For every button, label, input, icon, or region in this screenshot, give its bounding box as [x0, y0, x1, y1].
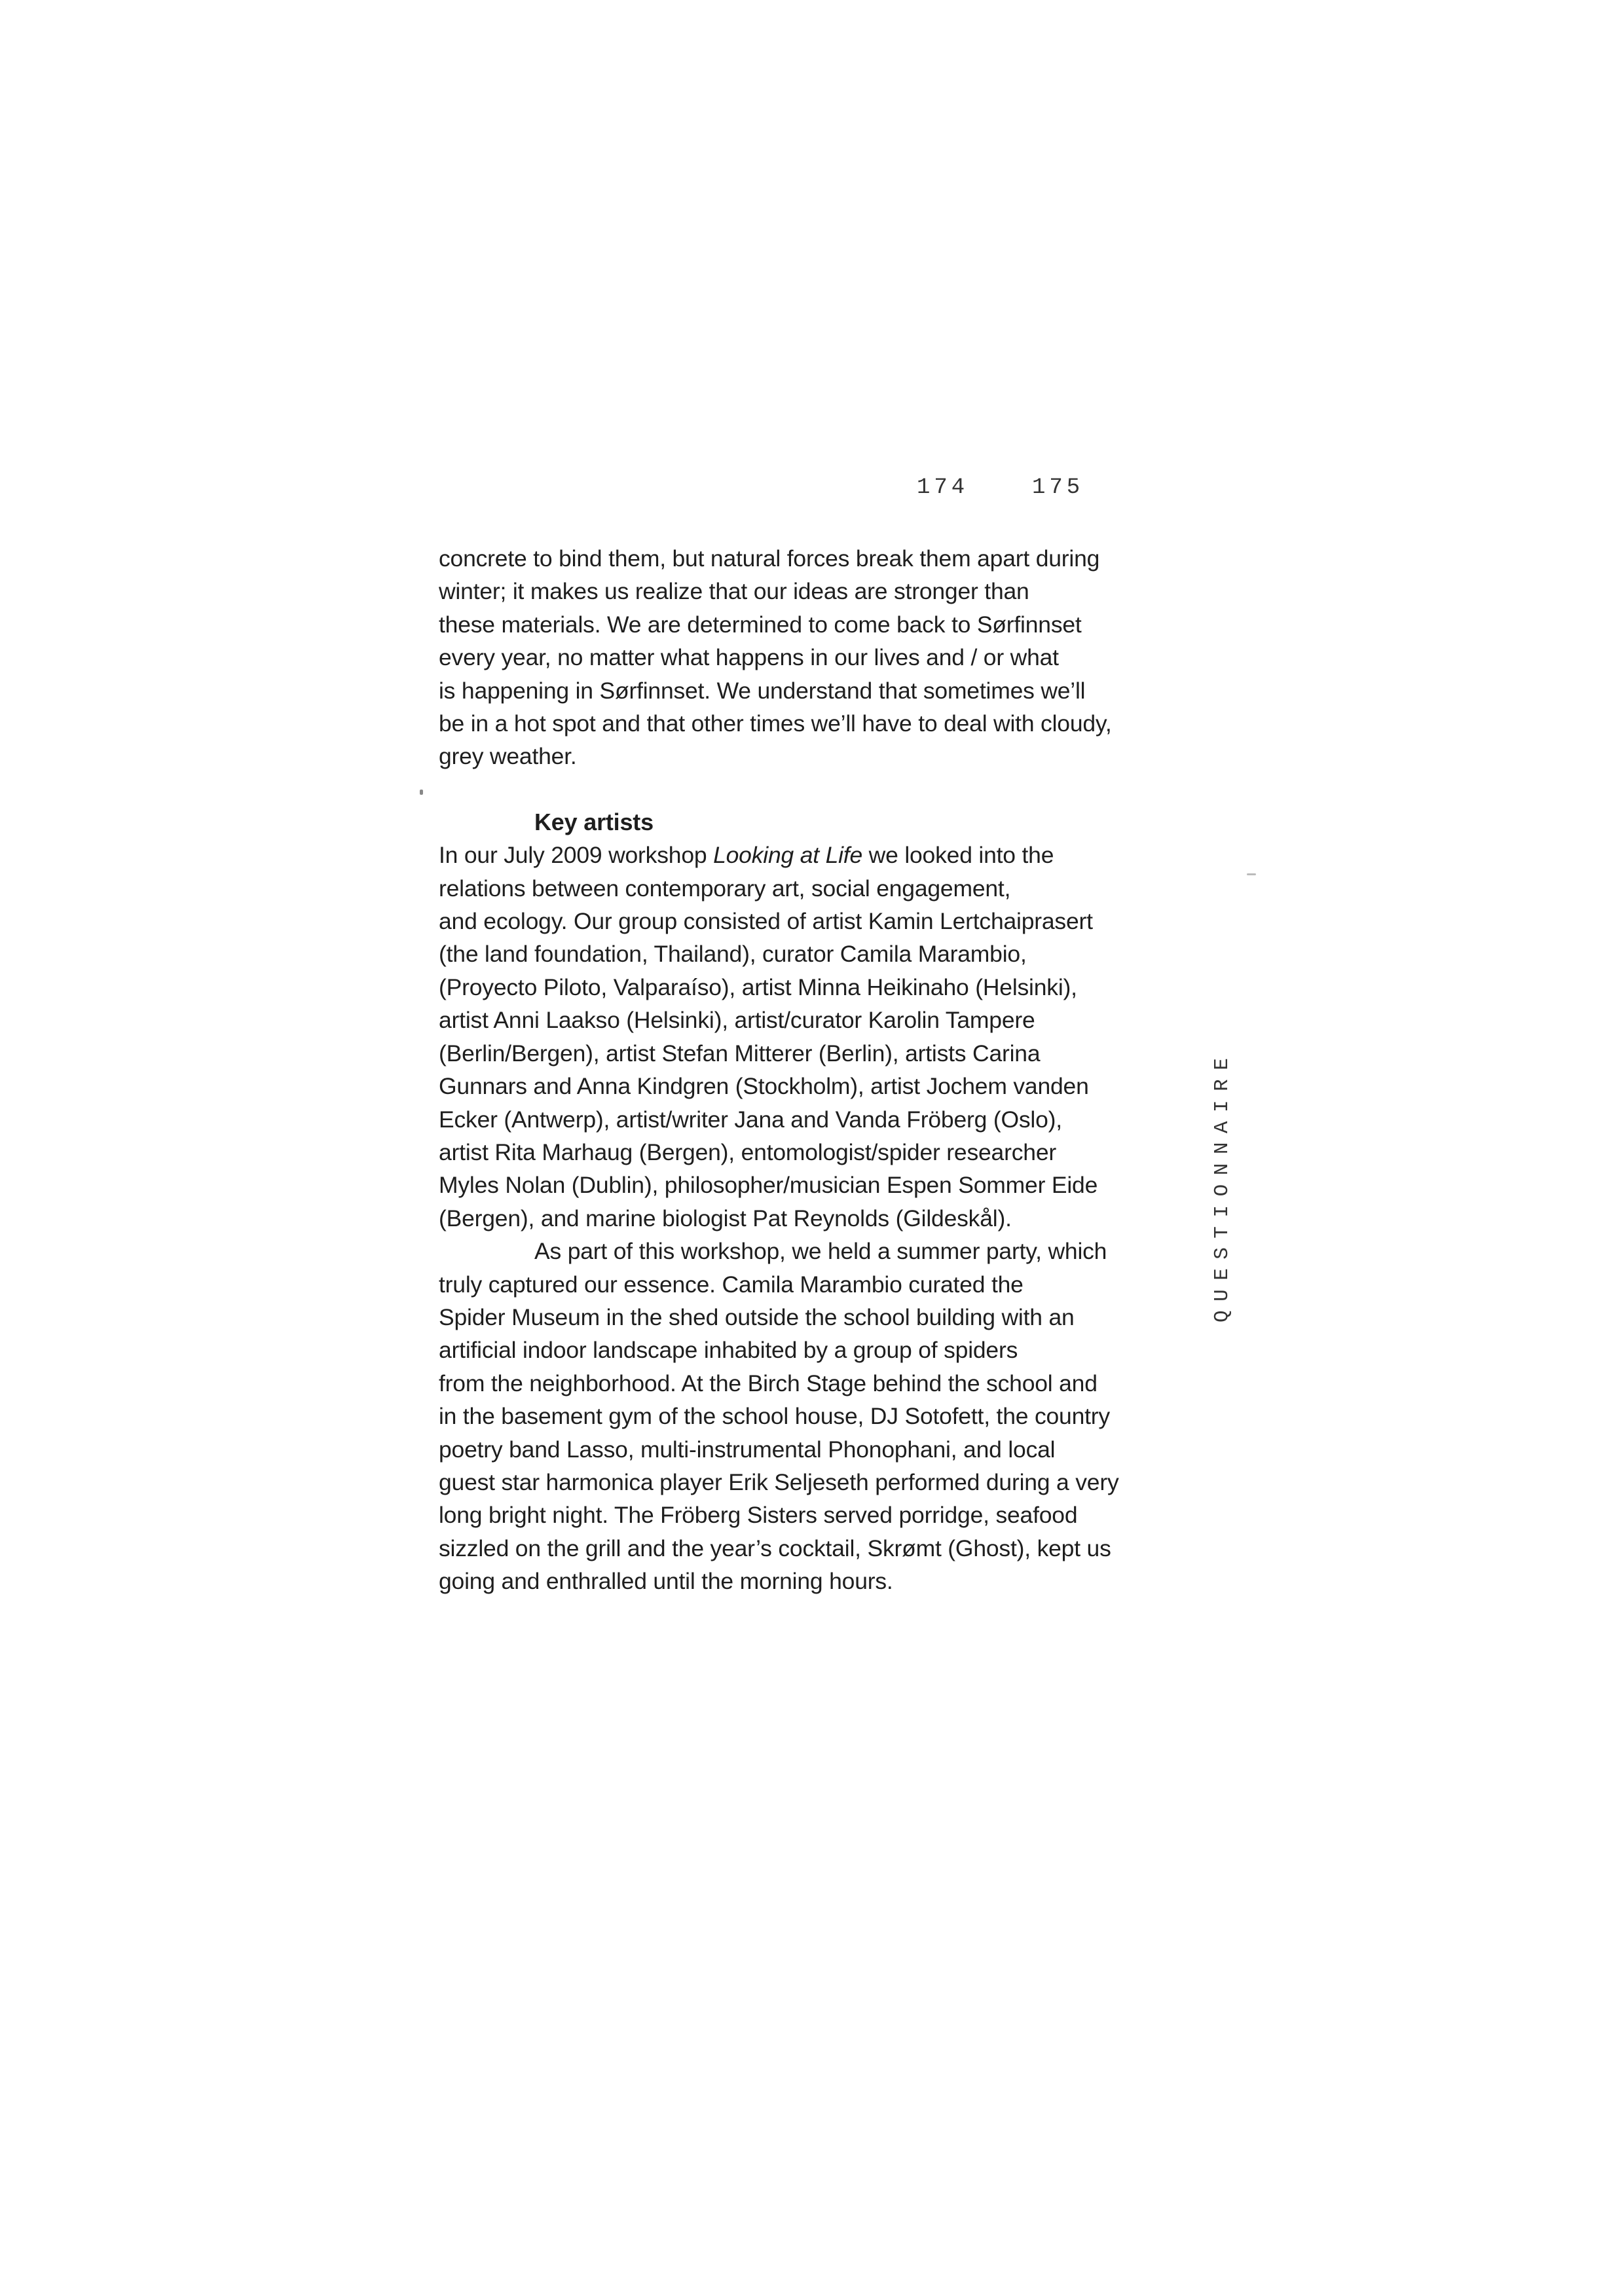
- text-line: (Berlin/Bergen), artist Stefan Mitterer (Berlin), artists Carina: [439, 1040, 1041, 1066]
- section-heading: Key artists: [534, 808, 654, 835]
- scan-speck: [1247, 873, 1256, 875]
- text-line: from the neighborhood. At the Birch Stage behind the school and: [439, 1370, 1098, 1396]
- text-line: concrete to bind them, but natural forces break them apart during: [439, 545, 1100, 572]
- text-line: guest star harmonica player Erik Seljeseth performed during a very: [439, 1468, 1119, 1495]
- page-numbers: [917, 475, 1126, 508]
- text-line: grey weather.: [439, 743, 577, 770]
- text-line: sizzled on the grill and the year’s cocktail, Skrømt (Ghost), kept us: [439, 1535, 1111, 1561]
- page-number-right: 175: [1032, 475, 1084, 500]
- text-line: Spider Museum in the shed outside the school building with an: [439, 1303, 1075, 1330]
- text-line: As part of this workshop, we held a summer party, which: [534, 1238, 1107, 1265]
- side-label-text: QUESTIONNAIRE: [1211, 1049, 1234, 1322]
- text-line: artificial indoor landscape inhabited by a group of spiders: [439, 1337, 1018, 1364]
- page-number-left: 174: [917, 475, 969, 500]
- text-line: (Proyecto Piloto, Valparaíso), artist Minna Heikinaho (Helsinki),: [439, 974, 1077, 1000]
- text-line: going and enthralled until the morning hours.: [439, 1568, 893, 1595]
- text-line: and ecology. Our group consisted of artist Kamin Lertchaiprasert: [439, 908, 1093, 935]
- text-line: these materials. We are determined to come back to Sørfinnset: [439, 611, 1082, 638]
- text-line: be in a hot spot and that other times we’ll have to deal with cloudy,: [439, 710, 1112, 737]
- text-line: [439, 839, 1192, 871]
- text-line: poetry band Lasso, multi-instrumental Phonophani, and local: [439, 1436, 1056, 1463]
- text-line: in the basement gym of the school house, DJ Sotofett, the country: [439, 1403, 1110, 1430]
- body-text: [439, 542, 1192, 1598]
- paragraph-key-artists: [439, 839, 1192, 1235]
- text-line: winter; it makes us realize that our ideas are stronger than: [439, 578, 1029, 605]
- text-line: Myles Nolan (Dublin), philosopher/musician Espen Sommer Eide: [439, 1172, 1098, 1199]
- text-line: (Bergen), and marine biologist Pat Reynolds (Gildeskål).: [439, 1205, 1012, 1231]
- workshop-title: Looking at Life: [713, 842, 863, 869]
- text-line: long bright night. The Fröberg Sisters served porridge, seafood: [439, 1502, 1078, 1529]
- text-run: we looked into the: [862, 842, 1054, 869]
- text-line: every year, no matter what happens in our lives and / or what: [439, 644, 1059, 671]
- scan-speck: [420, 790, 423, 795]
- text-run: In our July 2009 workshop: [439, 842, 714, 869]
- text-line: Ecker (Antwerp), artist/writer Jana and Vanda Fröberg (Oslo),: [439, 1106, 1062, 1133]
- paragraph-summer-party: [439, 1235, 1192, 1597]
- text-line: is happening in Sørfinnset. We understand that sometimes we’ll: [439, 677, 1086, 704]
- text-line: truly captured our essence. Camila Marambio curated the: [439, 1271, 1024, 1298]
- side-label: [1206, 1034, 1239, 1322]
- text-line: artist Anni Laakso (Helsinki), artist/curator Karolin Tampere: [439, 1007, 1035, 1034]
- text-line: Gunnars and Anna Kindgren (Stockholm), artist Jochem vanden: [439, 1073, 1089, 1100]
- text-line: artist Rita Marhaug (Bergen), entomologist/spider researcher: [439, 1139, 1056, 1165]
- text-line: relations between contemporary art, social engagement,: [439, 875, 1011, 902]
- paragraph-continuation: [439, 542, 1192, 773]
- paragraph-gap: [439, 773, 1192, 806]
- text-line: (the land foundation, Thailand), curator Camila Marambio,: [439, 941, 1027, 968]
